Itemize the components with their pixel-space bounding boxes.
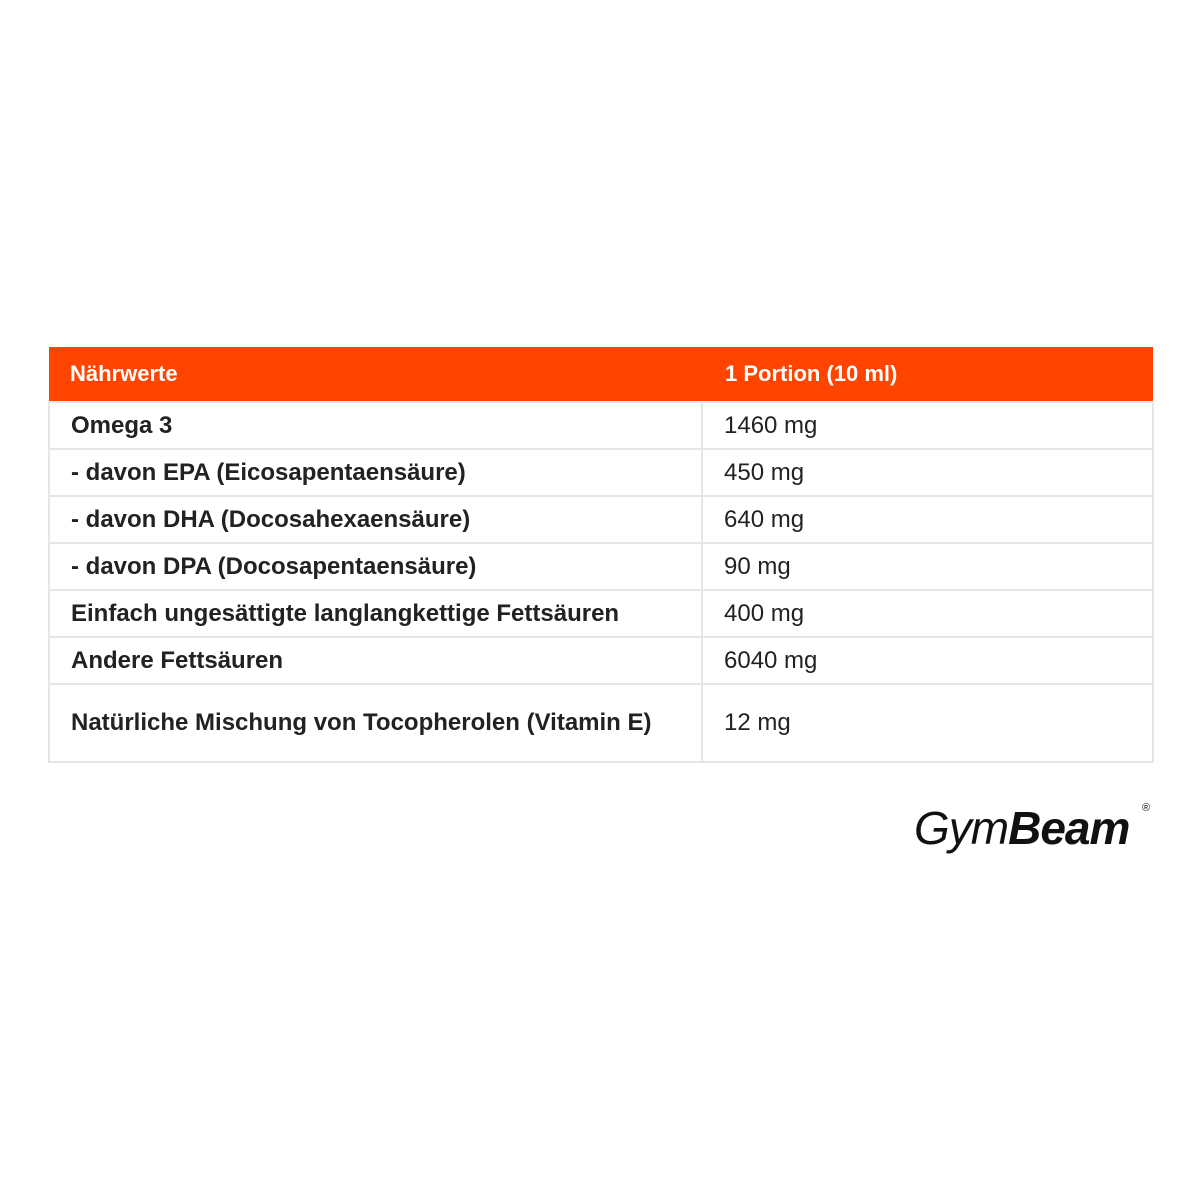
table-header-row [49, 347, 1153, 402]
table-row [49, 402, 1153, 449]
nutrient-name: Omega 3 [49, 402, 702, 449]
table-row [49, 449, 1153, 496]
header-portion: 1 Portion (10 ml) [702, 347, 1153, 402]
nutrition-table [48, 347, 1154, 763]
nutrient-name: Einfach ungesättigte langlangkettige Fettsäuren [49, 590, 702, 637]
table-row [49, 496, 1153, 543]
nutrient-name: - davon DPA (Docosapentaensäure) [49, 543, 702, 590]
registered-mark: ® [1142, 802, 1151, 814]
nutrient-value: 400 mg [702, 590, 1153, 637]
nutrient-name: Natürliche Mischung von Tocopherolen (Vitamin E) [49, 684, 702, 762]
table-row [49, 543, 1153, 590]
nutrient-value: 1460 mg [702, 402, 1153, 449]
nutrient-value: 90 mg [702, 543, 1153, 590]
nutrient-value: 640 mg [702, 496, 1153, 543]
table-row [49, 590, 1153, 637]
logo-wordmark [914, 800, 1129, 856]
nutrient-name: - davon EPA (Eicosapentaensäure) [49, 449, 702, 496]
logo-text-beam: Beam [1008, 802, 1130, 854]
nutrient-value: 6040 mg [702, 637, 1153, 684]
gymbeam-logo [914, 800, 1154, 856]
header-nutrients: Nährwerte [49, 347, 702, 402]
nutrient-name: Andere Fettsäuren [49, 637, 702, 684]
logo-text-gym: Gym [914, 802, 1009, 854]
nutrient-name: - davon DHA (Docosahexaensäure) [49, 496, 702, 543]
table-row [49, 637, 1153, 684]
table-row [49, 684, 1153, 762]
nutrient-value: 450 mg [702, 449, 1153, 496]
nutrient-value: 12 mg [702, 684, 1153, 762]
